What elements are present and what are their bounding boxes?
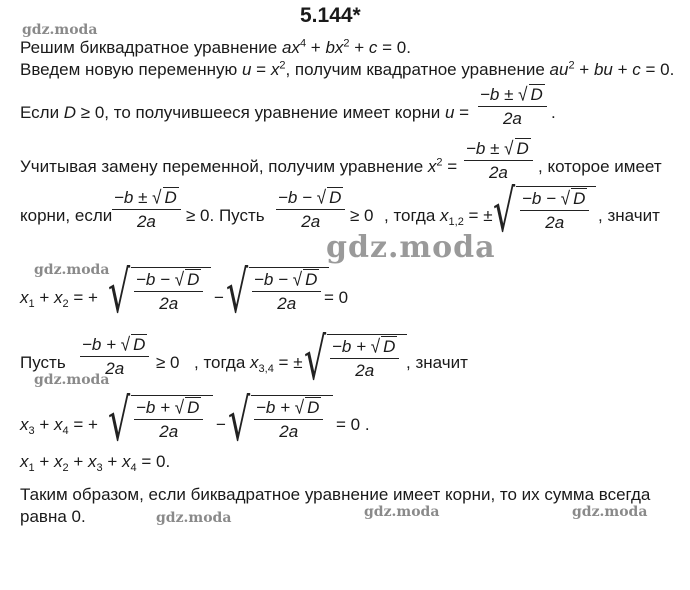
- watermark: gdz.moda: [364, 504, 440, 520]
- equals-zero: = 0: [324, 288, 349, 307]
- math: bu: [593, 60, 613, 79]
- numerator: −b +: [332, 337, 371, 356]
- line-5e: , значит: [598, 206, 660, 225]
- math: c: [368, 38, 378, 57]
- subscript: 2: [62, 298, 69, 310]
- exponent: 2: [343, 37, 350, 50]
- radicand: D: [516, 139, 529, 158]
- text: Если: [20, 103, 64, 122]
- math: x: [54, 288, 63, 307]
- fraction-x4: [254, 397, 323, 442]
- numerator: −b +: [136, 398, 175, 417]
- fraction-cond-minus: [276, 187, 345, 232]
- line-5d: [384, 206, 493, 228]
- math: x: [440, 206, 449, 225]
- sqrt-icon: √: [504, 138, 514, 159]
- conclusion-line-1: Таким образом, если биквадратное уравнение имеет корни, то их сумма всегда: [20, 485, 651, 504]
- radicand: D: [187, 270, 200, 289]
- radicand: D: [329, 188, 342, 207]
- math: x: [54, 452, 63, 471]
- watermark: gdz.moda: [572, 504, 648, 520]
- denominator: 2a: [277, 294, 297, 313]
- math: x: [54, 415, 63, 434]
- subscript: 1: [28, 298, 35, 310]
- minus-sign: −: [214, 288, 224, 307]
- watermark: gdz.moda: [34, 262, 110, 278]
- text: =: [442, 157, 458, 176]
- radicand: D: [573, 189, 586, 208]
- denominator: 2a: [279, 422, 299, 441]
- line-4: [20, 157, 457, 177]
- line-5b: ≥ 0. Пусть: [186, 206, 265, 225]
- period: .: [551, 103, 556, 122]
- line-8a: [20, 415, 98, 437]
- line-7a: Пусть: [20, 353, 66, 372]
- big-sqrt-icon: √: [228, 386, 251, 454]
- exponent: 2: [436, 156, 443, 169]
- denominator: 2a: [159, 294, 179, 313]
- big-sqrt-icon: √: [226, 258, 249, 326]
- math: x: [250, 353, 259, 372]
- numerator: −b ±: [466, 139, 505, 158]
- big-sqrt-icon: √: [108, 258, 131, 326]
- exponent: 2: [568, 59, 575, 72]
- radicand: D: [383, 337, 396, 356]
- text: +: [34, 415, 54, 434]
- fraction-x2b: [252, 269, 321, 314]
- conclusion-line-2: равна 0.: [20, 507, 86, 526]
- sqrt-icon: √: [294, 397, 305, 418]
- math: x: [20, 452, 29, 471]
- text: Решим биквадратное уравнение: [20, 38, 282, 57]
- big-sqrt-icon: √: [493, 177, 516, 245]
- numerator: −b +: [256, 398, 295, 417]
- watermark: gdz.moda: [34, 372, 110, 388]
- denominator: 2a: [136, 212, 156, 231]
- text: +: [34, 452, 54, 471]
- text: +: [34, 288, 54, 307]
- radicand: D: [305, 270, 318, 289]
- denominator: 2a: [355, 361, 375, 380]
- sqrt-icon: √: [560, 188, 571, 209]
- math: c: [632, 60, 641, 79]
- numerator: −b −: [522, 189, 561, 208]
- exponent: 2: [279, 59, 286, 72]
- line-9: [20, 452, 170, 474]
- line-5c: ≥ 0: [350, 206, 374, 225]
- line-5a: корни, если: [20, 206, 113, 225]
- math: x: [20, 288, 29, 307]
- text: = ±: [273, 353, 303, 372]
- line-7b: ≥ 0: [156, 353, 180, 372]
- line-3: [20, 103, 469, 123]
- math: x: [427, 157, 437, 176]
- text: +: [306, 38, 326, 57]
- denominator: 2a: [105, 359, 125, 378]
- text: ≥ 0, то получившееся уравнение имеет корни: [76, 103, 445, 122]
- radicand: D: [307, 398, 320, 417]
- text: = 0.: [136, 452, 171, 471]
- watermark: gdz.moda: [156, 510, 232, 526]
- denominator: 2a: [301, 212, 321, 231]
- subscript: 1: [28, 462, 35, 474]
- text: = 0.: [377, 38, 411, 57]
- denominator: 2a: [159, 422, 179, 441]
- numerator: −b ±: [480, 85, 519, 104]
- fraction-x34: [330, 336, 399, 381]
- sqrt-icon: √: [292, 269, 303, 290]
- sqrt-icon: √: [370, 336, 381, 357]
- watermark: gdz.moda: [22, 22, 98, 38]
- text: +: [612, 60, 633, 79]
- subscript: 3: [96, 462, 103, 474]
- math: u: [241, 60, 252, 79]
- minus-sign: −: [216, 415, 226, 434]
- text: = +: [68, 288, 98, 307]
- watermark-large: gdz.moda: [326, 230, 496, 265]
- sqrt-icon: √: [316, 187, 327, 208]
- radicand: D: [133, 335, 146, 354]
- text: = +: [68, 415, 98, 434]
- math: au: [549, 60, 569, 79]
- sqrt-icon: √: [518, 84, 528, 105]
- radicand: D: [187, 398, 200, 417]
- numerator: −b −: [136, 270, 175, 289]
- math: bx: [325, 38, 344, 57]
- text: , получим квадратное уравнение: [285, 60, 550, 79]
- fraction-cond-pm: [112, 187, 181, 232]
- math: x: [20, 415, 29, 434]
- text: Введем новую переменную: [20, 60, 242, 79]
- exponent: 4: [299, 37, 307, 50]
- radicand: D: [530, 85, 543, 104]
- math: x: [270, 60, 280, 79]
- subscript: 4: [62, 425, 69, 437]
- numerator: −b +: [82, 335, 121, 354]
- math: ax: [281, 38, 300, 57]
- subscript: 4: [130, 462, 137, 474]
- sqrt-icon: √: [174, 269, 185, 290]
- numerator: −b −: [278, 188, 317, 207]
- text: , тогда: [194, 353, 251, 372]
- line-6a: [20, 288, 98, 310]
- text: +: [102, 452, 122, 471]
- text: = ±: [463, 206, 493, 225]
- subscript: 2: [62, 462, 69, 474]
- line-4-tail: , которое имеет: [538, 157, 662, 176]
- subscript: 3,4: [258, 363, 274, 375]
- equals-zero: = 0 .: [336, 415, 370, 434]
- subscript: 3: [28, 425, 35, 437]
- big-sqrt-icon: √: [108, 386, 131, 454]
- text: +: [574, 60, 594, 79]
- line-7d: , значит: [406, 353, 468, 372]
- line-7c: [194, 353, 303, 375]
- fraction-u: [478, 84, 547, 129]
- radicand: D: [164, 188, 177, 207]
- math: x: [88, 452, 97, 471]
- line-2: [20, 60, 674, 80]
- numerator: −b ±: [114, 188, 153, 207]
- sqrt-icon: √: [120, 334, 131, 355]
- math: D: [63, 103, 77, 122]
- text: , тогда: [384, 206, 441, 225]
- denominator: 2a: [488, 163, 508, 182]
- line-1: [20, 38, 411, 58]
- text: Учитывая замену переменной, получим уравнение: [20, 157, 428, 176]
- text: = 0.: [640, 60, 675, 79]
- sqrt-icon: √: [174, 397, 185, 418]
- fraction-x1: [134, 269, 203, 314]
- text: =: [454, 103, 470, 122]
- problem-number: 5.144*: [300, 4, 361, 27]
- sqrt-icon: √: [152, 187, 162, 208]
- text: +: [349, 38, 369, 57]
- math: x: [122, 452, 131, 471]
- denominator: 2a: [545, 213, 565, 232]
- numerator: −b −: [254, 270, 293, 289]
- denominator: 2a: [502, 109, 522, 128]
- fraction-x12: [520, 188, 589, 233]
- text: +: [68, 452, 88, 471]
- math: u: [444, 103, 455, 122]
- text: =: [251, 60, 271, 79]
- big-sqrt-icon: √: [304, 325, 327, 393]
- subscript: 1,2: [448, 216, 464, 228]
- fraction-x3: [134, 397, 203, 442]
